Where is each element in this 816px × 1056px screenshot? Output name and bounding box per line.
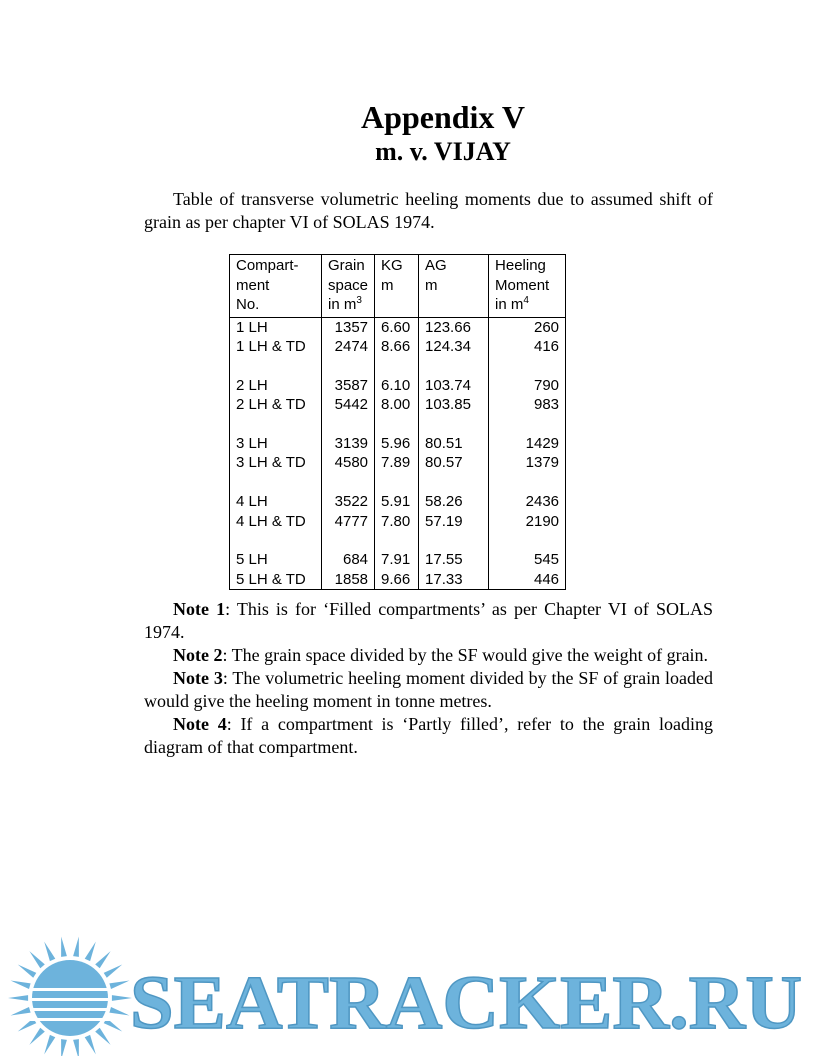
cell-grain-space: 3522 <box>322 492 375 511</box>
cell-heeling-moment: 1429 <box>489 434 566 453</box>
table-spacer-row <box>230 356 566 375</box>
page-title: Appendix V <box>361 99 525 135</box>
table-row <box>230 395 566 414</box>
cell-compartment: 2 LH <box>230 376 322 395</box>
watermark-text: SEATRACKER.RU <box>130 961 802 1045</box>
cell-kg: 7.91 <box>375 550 419 569</box>
cell-compartment: 1 LH & TD <box>230 337 322 356</box>
header-ag: AG m <box>419 255 489 318</box>
cell-compartment: 3 LH & TD <box>230 453 322 472</box>
cell-ag: 58.26 <box>419 492 489 511</box>
cell-kg: 8.66 <box>375 337 419 356</box>
table-spacer-row <box>230 473 566 492</box>
sun-ray <box>44 942 55 962</box>
cell-heeling-moment: 2190 <box>489 512 566 531</box>
cell-ag: 103.85 <box>419 395 489 414</box>
header-grain-space: Grain space in $m^3$ <box>322 255 375 318</box>
page-subtitle: m. v. VIJAY <box>375 137 511 166</box>
sun-ray <box>85 1035 96 1055</box>
sun-ray <box>73 1039 79 1056</box>
table-row <box>230 337 566 356</box>
cell-ag: 17.55 <box>419 550 489 569</box>
cell-compartment: 4 LH & TD <box>230 512 322 531</box>
cell-heeling-moment: 1379 <box>489 453 566 472</box>
sun-ray <box>29 951 44 968</box>
intro-paragraph: Table of transverse volumetric heeling moments due to assumed shift of grain as per chapter VI of SOLAS 1974. <box>144 189 713 232</box>
cell-compartment: 2 LH & TD <box>230 395 322 414</box>
cell-heeling-moment: 416 <box>489 337 566 356</box>
note-2: Note 2: The grain space divided by the SF would give the weight of grain. <box>173 645 709 665</box>
table-row <box>230 570 566 590</box>
cell-compartment: 3 LH <box>230 434 322 453</box>
seatracker-watermark-logo <box>0 930 816 1056</box>
sun-ray <box>95 951 110 968</box>
sun-ray <box>109 1007 129 1016</box>
cell-kg: 5.96 <box>375 434 419 453</box>
cell-kg: 8.00 <box>375 395 419 414</box>
cell-heeling-moment: 260 <box>489 317 566 337</box>
cell-ag: 80.57 <box>419 453 489 472</box>
sun-ray <box>11 1007 31 1016</box>
cell-heeling-moment: 790 <box>489 376 566 395</box>
cell-grain-space: 2474 <box>322 337 375 356</box>
cell-heeling-moment: 983 <box>489 395 566 414</box>
cell-heeling-moment: 545 <box>489 550 566 569</box>
table-row <box>230 453 566 472</box>
cell-ag: 80.51 <box>419 434 489 453</box>
sun-ray <box>44 1035 55 1055</box>
table-row <box>230 512 566 531</box>
cell-grain-space: 4777 <box>322 512 375 531</box>
cell-ag: 57.19 <box>419 512 489 531</box>
cell-grain-space: 1858 <box>322 570 375 590</box>
sun-ray <box>85 942 96 962</box>
cell-kg: 7.89 <box>375 453 419 472</box>
sun-ray <box>61 937 67 957</box>
cell-kg: 6.60 <box>375 317 419 337</box>
cell-grain-space: 3587 <box>322 376 375 395</box>
cell-kg: 7.80 <box>375 512 419 531</box>
cell-ag: 17.33 <box>419 570 489 590</box>
note-4: Note 4: If a compartment is ‘Partly filled’, refer to the grain loading diagram of that compartment. <box>144 714 714 757</box>
cell-kg: 5.91 <box>375 492 419 511</box>
sun-ray <box>29 1028 44 1045</box>
cell-ag: 103.74 <box>419 376 489 395</box>
table-spacer-row <box>230 531 566 550</box>
cell-heeling-moment: 2436 <box>489 492 566 511</box>
note-3: Note 3: The volumetric heeling moment divided by the SF of grain loaded would give the heeling moment in tonne metres. <box>144 668 713 711</box>
sun-ray <box>8 995 28 1001</box>
cell-compartment: 1 LH <box>230 317 322 337</box>
sun-ray <box>11 981 31 990</box>
heeling-moments-table <box>229 254 566 590</box>
cell-grain-space: 1357 <box>322 317 375 337</box>
cell-heeling-moment: 446 <box>489 570 566 590</box>
cell-ag: 123.66 <box>419 317 489 337</box>
table-row <box>230 317 566 337</box>
sun-ray <box>104 965 123 978</box>
table-spacer-row <box>230 415 566 434</box>
note-1: Note 1: This is for ‘Filled compartments’ as per Chapter VI of SOLAS 1974. <box>144 599 713 642</box>
sun-ray <box>95 1028 110 1045</box>
header-heeling-moment: Heeling Moment in $m^4$ <box>489 255 566 318</box>
sun-waves-icon <box>8 937 132 1056</box>
table-row <box>230 376 566 395</box>
header-compartment: Compart- ment No. <box>230 255 322 318</box>
cell-ag: 124.34 <box>419 337 489 356</box>
header-kg: KG m <box>375 255 419 318</box>
sun-ray <box>73 937 79 957</box>
cell-compartment: 5 LH <box>230 550 322 569</box>
table-row <box>230 550 566 569</box>
table-header-row <box>230 255 566 318</box>
cell-grain-space: 684 <box>322 550 375 569</box>
table-row <box>230 492 566 511</box>
cell-kg: 6.10 <box>375 376 419 395</box>
cell-compartment: 4 LH <box>230 492 322 511</box>
sun-ray <box>18 965 37 978</box>
cell-kg: 9.66 <box>375 570 419 590</box>
cell-grain-space: 4580 <box>322 453 375 472</box>
sun-ray <box>112 995 132 1001</box>
sun-ray <box>109 981 129 990</box>
table-row <box>230 434 566 453</box>
notes-section <box>144 598 713 759</box>
cell-grain-space: 3139 <box>322 434 375 453</box>
cell-compartment: 5 LH & TD <box>230 570 322 590</box>
cell-grain-space: 5442 <box>322 395 375 414</box>
sun-ray <box>61 1039 67 1056</box>
